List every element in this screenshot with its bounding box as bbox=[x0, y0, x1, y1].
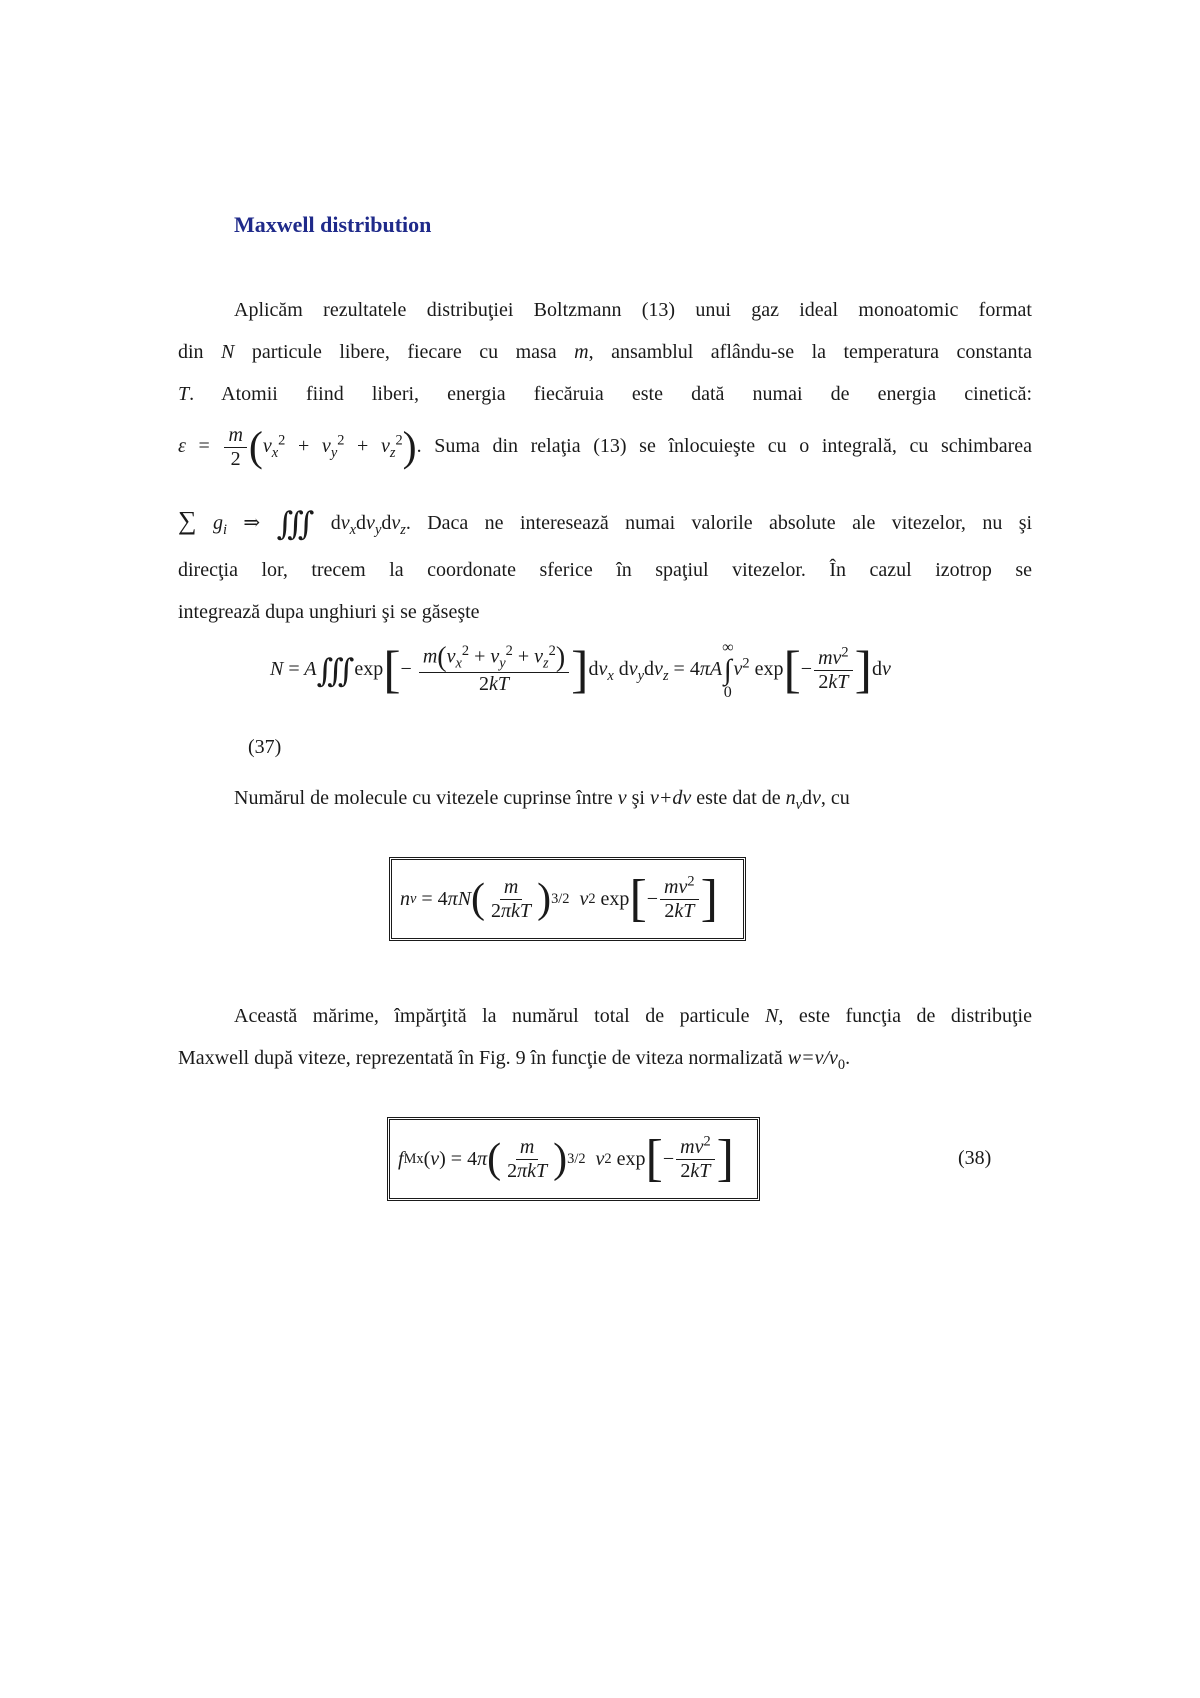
energy-formula: ε = $\frac{m}{2}$ $(v_x^2 + v_y^2 + v_z^2)$ bbox=[178, 424, 417, 471]
equation-number-38: (38) bbox=[958, 1147, 992, 1169]
paragraph-line: Maxwell după viteze, reprezentată în Fig. 9 în funcţie de viteza normalizată $w=v/v_0$. bbox=[178, 1047, 851, 1073]
boxed-equation-38: f Mx ( v ) = 4 π ( $\frac{m}{\text{2πkT}}$ ) 3/2 v 2 exp [ − $\frac{mv^2}{2kT}$ ] bbox=[387, 1117, 760, 1201]
sum-integral-line: ∑ $g_i$ ⇒ ∭ $dv_xdv_ydv_z$. Daca ne interesează numai valorile absolute ale vitezelor, nu şi bbox=[178, 505, 1033, 542]
energy-formula-line: ε = $\frac{m}{2}$ $(v_x^2 + v_y^2 + v_z^2)$. Suma din relaţia (13) se înlocuieşte cu o integrală, cu schimbarea bbox=[178, 424, 1033, 471]
boxed-nv-equation: n v = 4 πN ( $\frac{m}{\text{2πkT}}$ ) 3/2 v 2 exp [ − $\frac{mv^2}{2kT}$ ] bbox=[389, 857, 746, 941]
equation-37: N = A∭exp[− $\frac{m(v_x^2 + v_y^2 + v_z^2)}{2kT}$ ]$dv_x$ $dv_ydv_z = 4\pi A$ ∞ ∫ 0 $v^2$ exp[− $\frac{mv^2}{2kT}$ ]dv bbox=[270, 639, 891, 701]
section-heading: Maxwell distribution bbox=[234, 212, 432, 237]
paragraph-line: integrează dupa unghiuri şi se găseşte bbox=[178, 601, 480, 623]
paragraph-line: Această mărime, împărţită la numărul total de particule N, este funcţia de distribuţie bbox=[234, 1005, 1032, 1027]
equation-number-37: (37) bbox=[248, 736, 282, 758]
paragraph-line: direcţia lor, trecem la coordonate sferice în spaţiul vitezelor. În cazul izotrop se bbox=[178, 559, 1032, 581]
paragraph-line: T. Atomii fiind liberi, energia fiecăruia este dată numai de energia cinetică: bbox=[178, 383, 1032, 405]
paragraph-line: Aplicăm rezultatele distribuţiei Boltzmann (13) unui gaz ideal monoatomic format bbox=[234, 299, 1032, 321]
nv-dv-symbol: $n_vdv$ bbox=[785, 787, 821, 813]
paragraph-line: Numărul de molecule cu vitezele cuprinse între v şi v+dv este dat de $n_vdv$, cu bbox=[234, 787, 850, 813]
paragraph-line: din N particule libere, fiecare cu masa m, ansamblul aflându-se la temperatura constanta bbox=[178, 341, 1032, 363]
sum-to-integral-formula: ∑ $g_i$ ⇒ ∭ $dv_xdv_ydv_z$ bbox=[178, 505, 406, 542]
